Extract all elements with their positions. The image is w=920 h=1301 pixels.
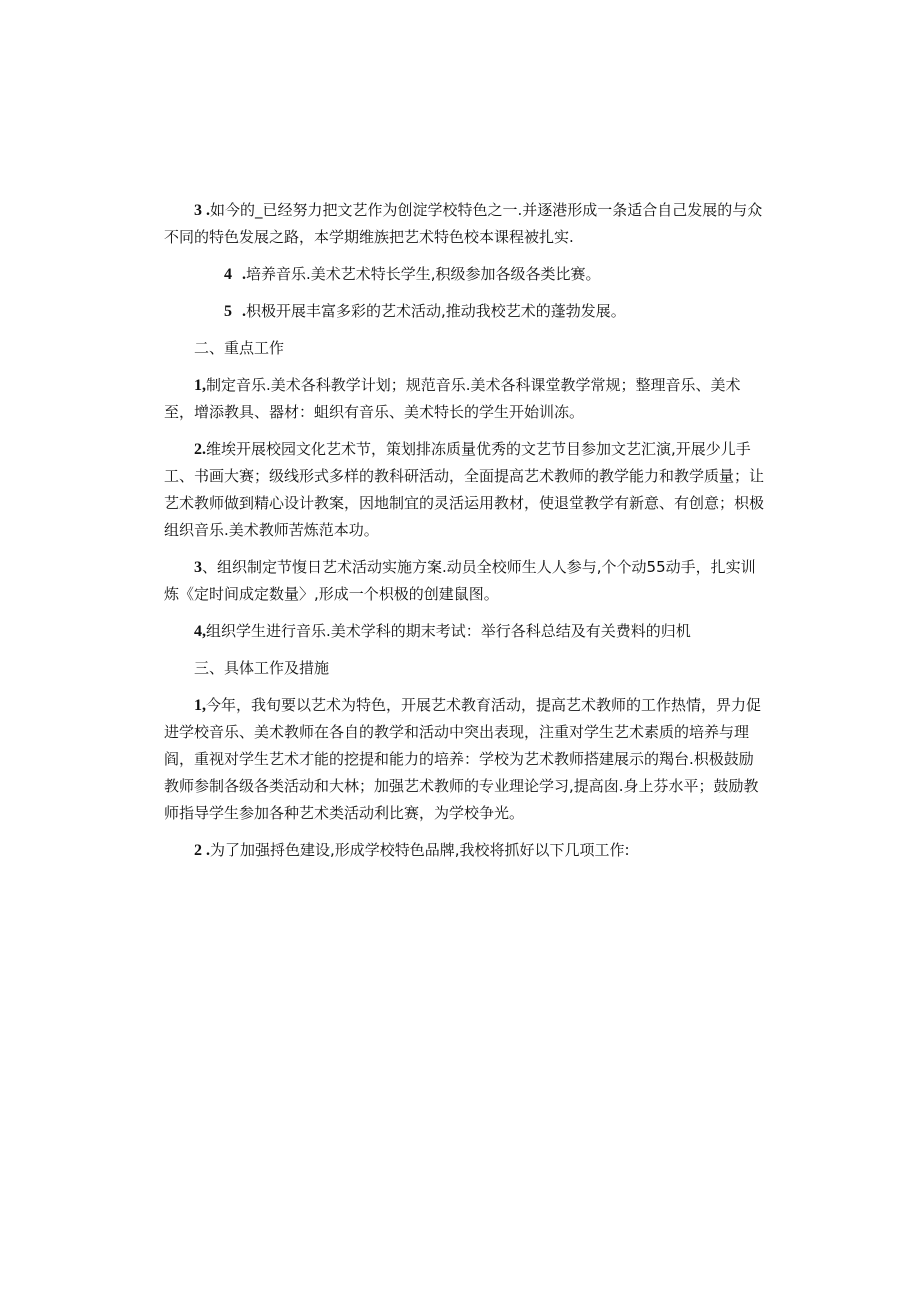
item-number: 1, (194, 377, 206, 394)
item-number: 2 (194, 842, 202, 859)
item-text: 、组织制定节愎日艺术活动实施方案.动员全校师生人人参与,个个动55动手，扎实训炼《定时间成定数量〉,形成一个枳极的创建鼠图。 (164, 558, 756, 603)
item-number: 4, (194, 623, 206, 640)
item-text: 组织学生进行音乐.美术学科的期末考试：举行各科总结及有关费料的归机 (206, 622, 691, 640)
paragraph-text: 如今的_已经努力把文艺作为创淀学校特色之一.并逐港形成一条适合自己发展的与众不同的特色发展之路，本学期维族把艺术特色校本课程被扎实. (164, 201, 763, 246)
item-text: 制定音乐.美术各科教学计划；规范音乐.美术各科课堂教学常规；整理音乐、美术至，增添教具、器材：蛆织有音乐、美术特长的学生开始训冻。 (164, 376, 741, 421)
key-work-item-3 (164, 554, 764, 608)
section-heading-key-work: 二、重点工作 (194, 339, 285, 357)
item-text: 今年，我旬要以艺术为特色，开展艺术教育活动，提高艺术教师的工作热情，畀力促进学校音乐、美术教师在各自的教学和活动中突出表现，注重对学生艺术素质的培养与理阎，重视对学生艺术才能的挖提和能力的培养：学校为艺术教师搭建展示的羯台.枳极鼓励教师参制各级各类活动和大林；加强艺术教师的专业理论学习,提高囱.身上芬水平；鼓励教师指导学生参加各种艺术类活动利比赛，为学校争光。 (164, 696, 762, 822)
paragraph-text: 枳极开展丰富多彩的艺术活动,推动我校艺术的蓬勃发展。 (246, 302, 626, 320)
measures-item-1 (164, 692, 764, 827)
paragraph-separator: . (238, 303, 246, 320)
document-body (164, 197, 764, 874)
paragraph-separator: . (238, 266, 246, 283)
paragraph-number: 5 (224, 303, 232, 320)
section-heading-measures: 三、具体工作及措施 (194, 659, 330, 677)
item-text: 维埃开展校园文化艺术节，策划排冻质量优秀的文艺节目参加文艺汇演,开展少儿手工、书画大赛；级线形式多样的教科研活动，全面提高艺术教师的教学能力和教学质量；让艺术教师做到精心设计教案，因地制宜的灵活运用教材，使退堂教学有新意、有创意；枳极组织音乐.美术教师苦炼范本功。 (164, 440, 765, 539)
item-separator: . (202, 842, 210, 859)
key-work-item-1 (164, 372, 764, 426)
item-text: 为了加强捋色建设,形成学校特色品牌,我校将抓好以下几项工作: (210, 841, 630, 859)
key-work-item-2 (164, 436, 764, 544)
paragraph-number: 3 (194, 202, 202, 219)
measures-item-2 (164, 837, 764, 864)
paragraph-number: 4 (224, 266, 232, 283)
paragraph-3 (164, 197, 764, 251)
paragraph-5 (164, 298, 764, 325)
item-number: 1, (194, 697, 206, 714)
key-work-item-4 (164, 618, 764, 645)
paragraph-4 (164, 261, 764, 288)
paragraph-text: 培养音乐.美术艺术特长学生,积级参加各级各类比赛。 (246, 265, 601, 283)
item-number: 2. (194, 441, 206, 458)
item-number: 3 (194, 559, 202, 576)
paragraph-separator: . (202, 202, 210, 219)
